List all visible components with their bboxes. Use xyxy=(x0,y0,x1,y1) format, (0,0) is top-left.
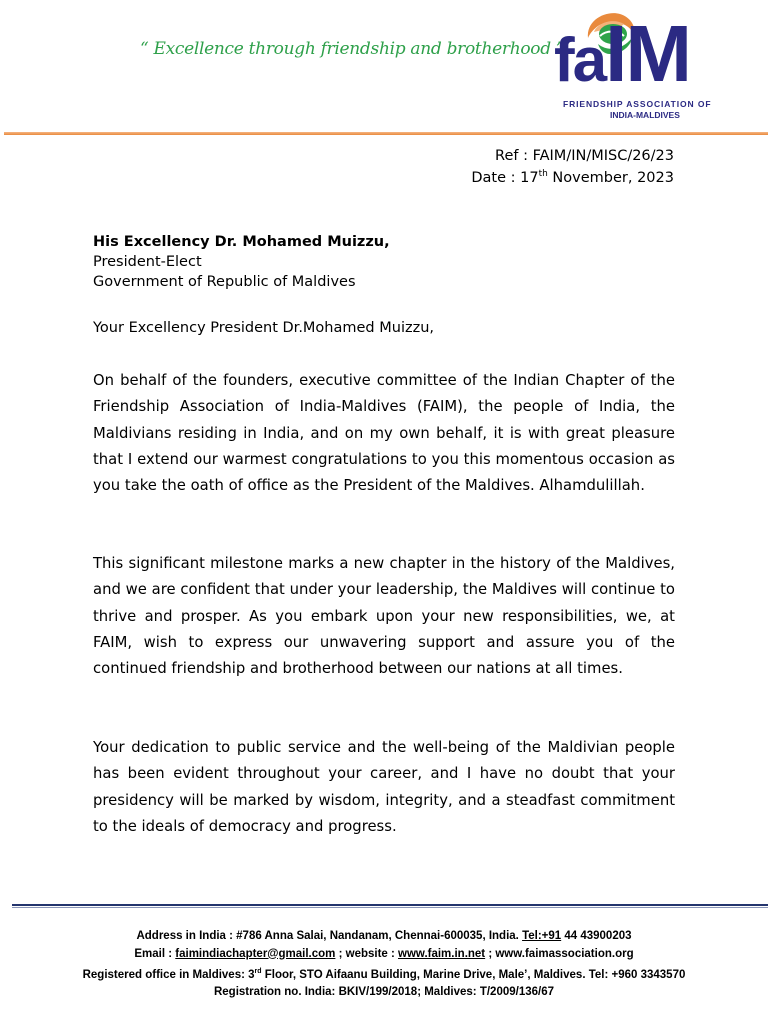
logo-word-im: IM xyxy=(605,9,691,98)
reg-office-prefix: Registered office in Maldives: 3 xyxy=(82,968,255,981)
footer-website-2: ; www.faimassociation.org xyxy=(485,947,634,960)
footer-divider xyxy=(12,904,768,906)
footer-address-line xyxy=(0,928,768,946)
reg-office-suffix: Floor, STO Aifaanu Building, Marine Drive, Male’, Maldives. Tel: +960 3343570 xyxy=(261,968,686,981)
date-prefix: Date : 17 xyxy=(471,169,539,186)
footer-registration: Registration no. India: BKIV/199/2018; Maldives: T/2009/136/67 xyxy=(213,986,555,999)
reference-number: Ref : FAIM/IN/MISC/26/23 xyxy=(495,148,674,164)
footer-email-link[interactable]: faimindiachapter@gmail.com xyxy=(175,947,336,960)
addressee-title: President-Elect xyxy=(93,254,202,270)
letter-date xyxy=(471,165,674,187)
addressee-name: His Excellency Dr. Mohamed Muizzu, xyxy=(93,234,390,250)
logo-subtitle-1: FRIENDSHIP ASSOCIATION OF xyxy=(563,99,712,109)
footer-contact-line xyxy=(0,946,768,964)
addressee-block xyxy=(93,232,390,292)
footer-email-label: Email : xyxy=(134,947,176,960)
header-divider xyxy=(4,132,768,135)
body-paragraph-1: On behalf of the founders, executive committee of the Indian Chapter of the Friendship Association of India-Maldives (FAIM), the people of India, the Maldivians residing in India, and on my own behalf, it is with great pleasure that I extend our warmest congratulations to you this momentous occasion as you take the oath of office as the President of the Maldives. Alhamdulillah. xyxy=(93,372,675,495)
logo-wordmark xyxy=(554,9,691,98)
footer-address: Address in India : #786 Anna Salai, Nandanam, Chennai-600035, India. xyxy=(136,930,523,942)
footer xyxy=(0,928,768,1002)
footer-website-link[interactable]: www.faim.in.net xyxy=(398,947,486,960)
reg-office-ordinal: rd xyxy=(254,968,262,975)
addressee-org: Government of Republic of Maldives xyxy=(93,274,356,290)
footer-registered-office xyxy=(0,963,768,984)
reference-block xyxy=(471,147,674,187)
body-paragraph-3: Your dedication to public service and the well-being of the Maldivian people has been evident throughout your career, and I have no doubt that your presidency will be marked by wisdom, integrity, and a steadfast commitment to the ideals of democracy and progress. xyxy=(93,739,675,835)
footer-website-label: ; website : xyxy=(335,947,399,960)
motto: “ Excellence through friendship and brotherhood ” xyxy=(140,39,565,59)
faim-logo xyxy=(550,6,750,126)
date-ordinal: th xyxy=(538,169,548,179)
date-suffix: November, 2023 xyxy=(547,169,674,186)
body-paragraph-2: This significant milestone marks a new chapter in the history of the Maldives, and we are confident that under your leadership, the Maldives will continue to thrive and prosper. As you embark upon your new responsibilities, we, at FAIM, wish to express our unwavering support and assure you of the continued friendship and brotherhood between our nations at all times. xyxy=(93,555,675,678)
salutation: Your Excellency President Dr.Mohamed Muizzu, xyxy=(93,320,434,336)
footer-divider-thin xyxy=(12,907,768,908)
footer-tel-number: 44 43900203 xyxy=(561,930,632,942)
logo-subtitle-2: INDIA-MALDIVES xyxy=(610,110,680,120)
logo-word-fa: fa xyxy=(554,26,606,95)
footer-tel-link[interactable]: Tel:+91 xyxy=(522,930,562,942)
